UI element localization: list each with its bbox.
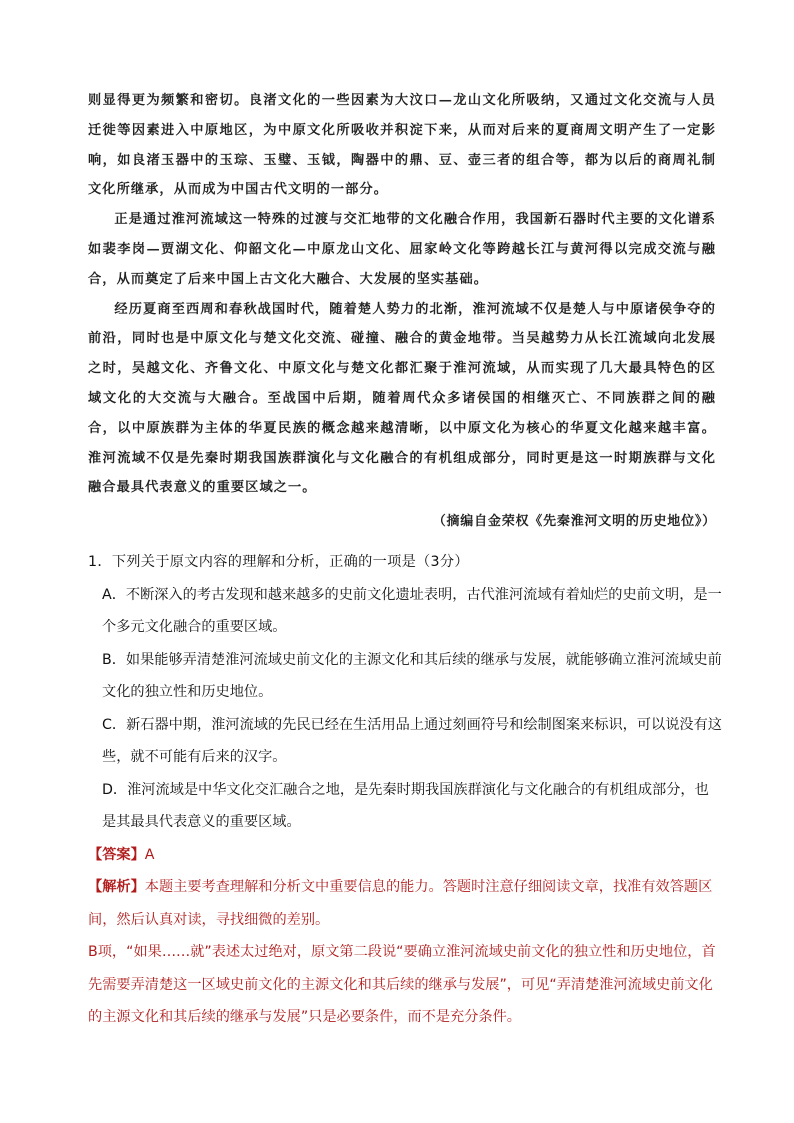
analysis-line: [88, 871, 722, 936]
passage-paragraph-3: 经历夏商至西周和春秋战国时代，随着楚人势力的北渐，淮河流域不仅是楚人与中原诸侯争夺的前沿，同时也是中原文化与楚文化交流、碰撞、融合的黄金地带。当吴越势力从长江流域向北发展之时，吴越文化、齐鲁文化、中原文化与楚文化都汇聚于淮河流域，从而实现了几大最具特色的区域文化的大交流与大融合。至战国中后期，随着周代众多诸侯国的相继灭亡、不同族群之间的融合，以中原族群为主体的华夏民族的概念越来越清晰，以中原文化为核心的华夏文化越来越丰富。淮河流域不仅是先秦时期我国族群演化与文化融合的有机组成部分，同时更是这一时期族群与文化融合最具代表意义的重要区域之一。: [88, 301, 716, 496]
passage-paragraph-2: 正是通过淮河流域这一特殊的过渡与交汇地带的文化融合作用，我国新石器时代主要的文化谱系如裴李岗—贾湖文化、仰韶文化—中原龙山文化、屈家岭文化等跨越长江与黄河得以完成交流与融合，从而奠定了后来中国上古文化大融合、大发展的坚实基础。: [88, 212, 716, 287]
passage-source: （摘编自金荣权《先秦淮河文明的历史地位》）: [432, 514, 716, 529]
analysis-text: 本题主要考查理解和分析文中重要信息的能力。答题时注意仔细阅读文章，找准有效答题区间，然后认真对读，寻找细微的差别。: [88, 879, 713, 928]
passage-paragraph-1: 则显得更为频繁和密切。良渚文化的一些因素为大汶口—龙山文化所吸纳，又通过文化交流与人员迁徙等因素进入中原地区，为中原文化所吸收并积淀下来，从而对后来的夏商周文明产生了一定影响，如良渚玉器中的玉琮、玉璧、玉钺，陶器中的鼎、豆、壶三者的组合等，都为以后的商周礼制文化所继承，从而成为中国古代文明的一部分。: [88, 93, 716, 198]
answer-label: 【答案】: [88, 846, 145, 863]
option-b: B．如果能够弄清楚淮河流域史前文化的主源文化和其后续的继承与发展，就能够确立淮河流域史前文化的独立性和历史地位。: [102, 651, 722, 700]
option-c: C．新石器中期，淮河流域的先民已经在生活用品上通过刻画符号和绘制图案来标识，可以说没有这些，就不可能有后来的汉字。: [102, 716, 722, 765]
option-a: A．不断深入的考古发现和越来越多的史前文化遗址表明，古代淮河流域有着灿烂的史前文明，是一个多元文化融合的重要区域。: [102, 586, 722, 635]
answer-value: A: [144, 846, 155, 863]
reading-passage: [88, 86, 716, 503]
option-d: D．淮河流域是中华文化交汇融合之地，是先秦时期我国族群演化与文化融合的有机组成部分，也是其最具代表意义的重要区域。: [102, 781, 709, 830]
analysis-label: 【解析】: [88, 879, 145, 895]
answer-line: [88, 839, 722, 872]
question-stem: 1．下列关于原文内容的理解和分析，正确的一项是（3分）: [88, 554, 469, 570]
question-block: [88, 546, 722, 1034]
analysis-detail: B项，“如果……就”表述太过绝对，原文第二段说“要确立淮河流域史前文化的独立性和历史地位，首先需要弄清楚这一区域史前文化的主源文化和其后续的继承与发展”，可见“弄清楚淮河流域史前文化的主源文化和其后续的继承与发展”只是必要条件，而不是充分条件。: [88, 944, 716, 1025]
